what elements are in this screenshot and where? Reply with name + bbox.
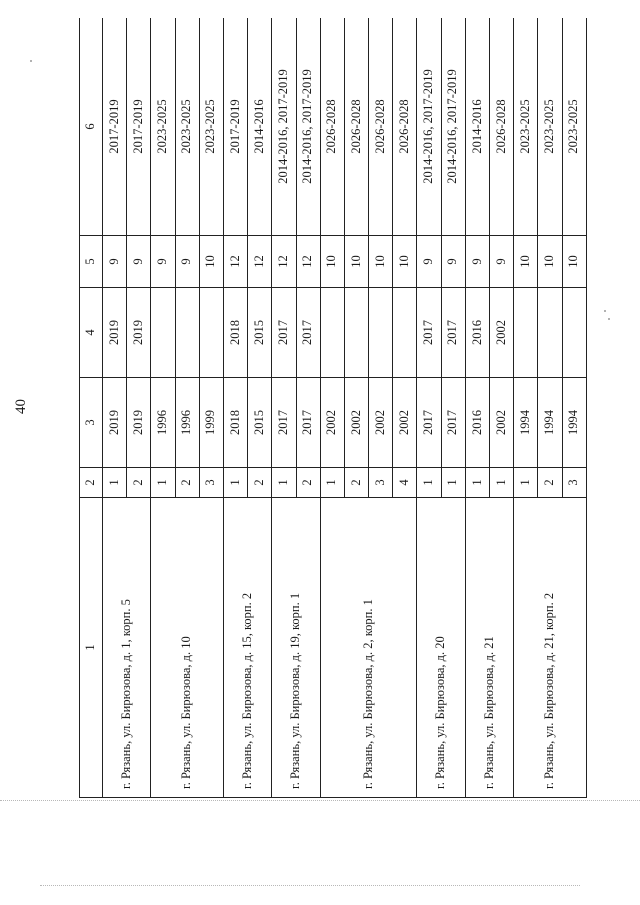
scan-artifact-line bbox=[0, 800, 640, 801]
floors-cell: 9 bbox=[417, 236, 441, 288]
scan-speck bbox=[608, 318, 610, 320]
work-period-cell: 2023-2025 bbox=[538, 18, 562, 236]
column-header: 1 bbox=[80, 498, 103, 798]
scan-speck bbox=[30, 60, 32, 62]
floors-cell: 10 bbox=[514, 236, 538, 288]
floors-cell: 9 bbox=[465, 236, 489, 288]
year-built-cell: 1994 bbox=[514, 378, 538, 468]
entrance-number-cell: 1 bbox=[320, 468, 344, 498]
year-commissioned-cell bbox=[344, 288, 368, 378]
floors-cell: 12 bbox=[296, 236, 320, 288]
table-row bbox=[272, 18, 296, 798]
table-row bbox=[223, 18, 247, 798]
address-cell: г. Рязань, ул. Бирюзова, д. 21 bbox=[465, 498, 513, 798]
year-built-cell: 2002 bbox=[393, 378, 417, 468]
table-row bbox=[103, 18, 127, 798]
work-period-cell: 2023-2025 bbox=[175, 18, 199, 236]
year-built-cell: 2017 bbox=[417, 378, 441, 468]
work-period-cell: 2017-2019 bbox=[127, 18, 151, 236]
year-commissioned-cell bbox=[369, 288, 393, 378]
column-header: 6 bbox=[80, 18, 103, 236]
work-period-cell: 2014-2016, 2017-2019 bbox=[272, 18, 296, 236]
year-built-cell: 1994 bbox=[562, 378, 586, 468]
work-period-cell: 2026-2028 bbox=[344, 18, 368, 236]
work-period-cell: 2014-2016, 2017-2019 bbox=[296, 18, 320, 236]
table-row bbox=[465, 18, 489, 798]
table-row bbox=[151, 18, 175, 798]
work-period-cell: 2023-2025 bbox=[151, 18, 175, 236]
work-period-cell: 2023-2025 bbox=[199, 18, 223, 236]
year-commissioned-cell: 2017 bbox=[272, 288, 296, 378]
entrance-number-cell: 1 bbox=[465, 468, 489, 498]
column-header: 3 bbox=[80, 378, 103, 468]
work-period-cell: 2023-2025 bbox=[562, 18, 586, 236]
entrance-number-cell: 2 bbox=[248, 468, 272, 498]
year-built-cell: 2015 bbox=[248, 378, 272, 468]
work-period-cell: 2026-2028 bbox=[393, 18, 417, 236]
floors-cell: 12 bbox=[223, 236, 247, 288]
year-commissioned-cell: 2018 bbox=[223, 288, 247, 378]
work-period-cell: 2014-2016 bbox=[248, 18, 272, 236]
floors-cell: 10 bbox=[562, 236, 586, 288]
floors-cell: 10 bbox=[344, 236, 368, 288]
table-row bbox=[320, 18, 344, 798]
work-period-cell: 2014-2016 bbox=[465, 18, 489, 236]
year-commissioned-cell: 2019 bbox=[127, 288, 151, 378]
building-inspection-table bbox=[79, 18, 587, 798]
entrance-number-cell: 2 bbox=[296, 468, 320, 498]
floors-cell: 9 bbox=[103, 236, 127, 288]
year-built-cell: 2002 bbox=[490, 378, 514, 468]
year-commissioned-cell bbox=[151, 288, 175, 378]
floors-cell: 10 bbox=[538, 236, 562, 288]
address-cell: г. Рязань, ул. Бирюзова, д. 15, корп. 2 bbox=[223, 498, 271, 798]
year-commissioned-cell: 2015 bbox=[248, 288, 272, 378]
entrance-number-cell: 2 bbox=[344, 468, 368, 498]
address-cell: г. Рязань, ул. Бирюзова, д. 19, корп. 1 bbox=[272, 498, 320, 798]
entrance-number-cell: 1 bbox=[103, 468, 127, 498]
floors-cell: 10 bbox=[369, 236, 393, 288]
entrance-number-cell: 1 bbox=[272, 468, 296, 498]
rotated-table-area bbox=[79, 18, 587, 798]
year-commissioned-cell bbox=[175, 288, 199, 378]
year-built-cell: 2019 bbox=[127, 378, 151, 468]
year-commissioned-cell bbox=[199, 288, 223, 378]
floors-cell: 10 bbox=[320, 236, 344, 288]
work-period-cell: 2017-2019 bbox=[223, 18, 247, 236]
table-row bbox=[417, 18, 441, 798]
entrance-number-cell: 1 bbox=[417, 468, 441, 498]
year-commissioned-cell: 2019 bbox=[103, 288, 127, 378]
year-commissioned-cell: 2017 bbox=[296, 288, 320, 378]
year-commissioned-cell bbox=[514, 288, 538, 378]
entrance-number-cell: 2 bbox=[175, 468, 199, 498]
entrance-number-cell: 4 bbox=[393, 468, 417, 498]
floors-cell: 9 bbox=[151, 236, 175, 288]
work-period-cell: 2023-2025 bbox=[514, 18, 538, 236]
year-built-cell: 2017 bbox=[296, 378, 320, 468]
floors-cell: 12 bbox=[248, 236, 272, 288]
entrance-number-cell: 1 bbox=[490, 468, 514, 498]
work-period-cell: 2026-2028 bbox=[369, 18, 393, 236]
year-built-cell: 1999 bbox=[199, 378, 223, 468]
floors-cell: 9 bbox=[441, 236, 465, 288]
year-built-cell: 2018 bbox=[223, 378, 247, 468]
address-cell: г. Рязань, ул. Бирюзова, д. 1, корп. 5 bbox=[103, 498, 151, 798]
column-header: 2 bbox=[80, 468, 103, 498]
entrance-number-cell: 3 bbox=[199, 468, 223, 498]
entrance-number-cell: 3 bbox=[562, 468, 586, 498]
year-built-cell: 2016 bbox=[465, 378, 489, 468]
entrance-number-cell: 2 bbox=[127, 468, 151, 498]
floors-cell: 9 bbox=[175, 236, 199, 288]
column-header: 4 bbox=[80, 288, 103, 378]
entrance-number-cell: 1 bbox=[151, 468, 175, 498]
address-cell: г. Рязань, ул. Бирюзова, д. 10 bbox=[151, 498, 224, 798]
year-built-cell: 1996 bbox=[175, 378, 199, 468]
entrance-number-cell: 2 bbox=[538, 468, 562, 498]
year-commissioned-cell bbox=[320, 288, 344, 378]
entrance-number-cell: 1 bbox=[514, 468, 538, 498]
address-cell: г. Рязань, ул. Бирюзова, д. 2, корп. 1 bbox=[320, 498, 417, 798]
address-cell: г. Рязань, ул. Бирюзова, д. 21, корп. 2 bbox=[514, 498, 587, 798]
table-body bbox=[80, 18, 587, 798]
year-built-cell: 2017 bbox=[441, 378, 465, 468]
year-built-cell: 2002 bbox=[320, 378, 344, 468]
year-commissioned-cell: 2016 bbox=[465, 288, 489, 378]
table-row bbox=[514, 18, 538, 798]
year-commissioned-cell: 2002 bbox=[490, 288, 514, 378]
year-commissioned-cell bbox=[562, 288, 586, 378]
floors-cell: 9 bbox=[127, 236, 151, 288]
column-header: 5 bbox=[80, 236, 103, 288]
year-built-cell: 1994 bbox=[538, 378, 562, 468]
year-commissioned-cell bbox=[393, 288, 417, 378]
table-rotator bbox=[79, 18, 587, 798]
year-commissioned-cell: 2017 bbox=[441, 288, 465, 378]
scan-artifact-line bbox=[40, 885, 580, 886]
floors-cell: 9 bbox=[490, 236, 514, 288]
work-period-cell: 2026-2028 bbox=[320, 18, 344, 236]
year-built-cell: 2002 bbox=[344, 378, 368, 468]
floors-cell: 10 bbox=[393, 236, 417, 288]
floors-cell: 10 bbox=[199, 236, 223, 288]
page-number: 40 bbox=[13, 399, 29, 414]
header-row bbox=[80, 18, 103, 798]
year-built-cell: 2017 bbox=[272, 378, 296, 468]
entrance-number-cell: 3 bbox=[369, 468, 393, 498]
year-built-cell: 2019 bbox=[103, 378, 127, 468]
entrance-number-cell: 1 bbox=[441, 468, 465, 498]
work-period-cell: 2017-2019 bbox=[103, 18, 127, 236]
work-period-cell: 2014-2016, 2017-2019 bbox=[417, 18, 441, 236]
scan-speck bbox=[604, 310, 606, 312]
work-period-cell: 2026-2028 bbox=[490, 18, 514, 236]
floors-cell: 12 bbox=[272, 236, 296, 288]
address-cell: г. Рязань, ул. Бирюзова, д. 20 bbox=[417, 498, 465, 798]
work-period-cell: 2014-2016, 2017-2019 bbox=[441, 18, 465, 236]
year-commissioned-cell: 2017 bbox=[417, 288, 441, 378]
year-built-cell: 2002 bbox=[369, 378, 393, 468]
year-commissioned-cell bbox=[538, 288, 562, 378]
entrance-number-cell: 1 bbox=[223, 468, 247, 498]
year-built-cell: 1996 bbox=[151, 378, 175, 468]
